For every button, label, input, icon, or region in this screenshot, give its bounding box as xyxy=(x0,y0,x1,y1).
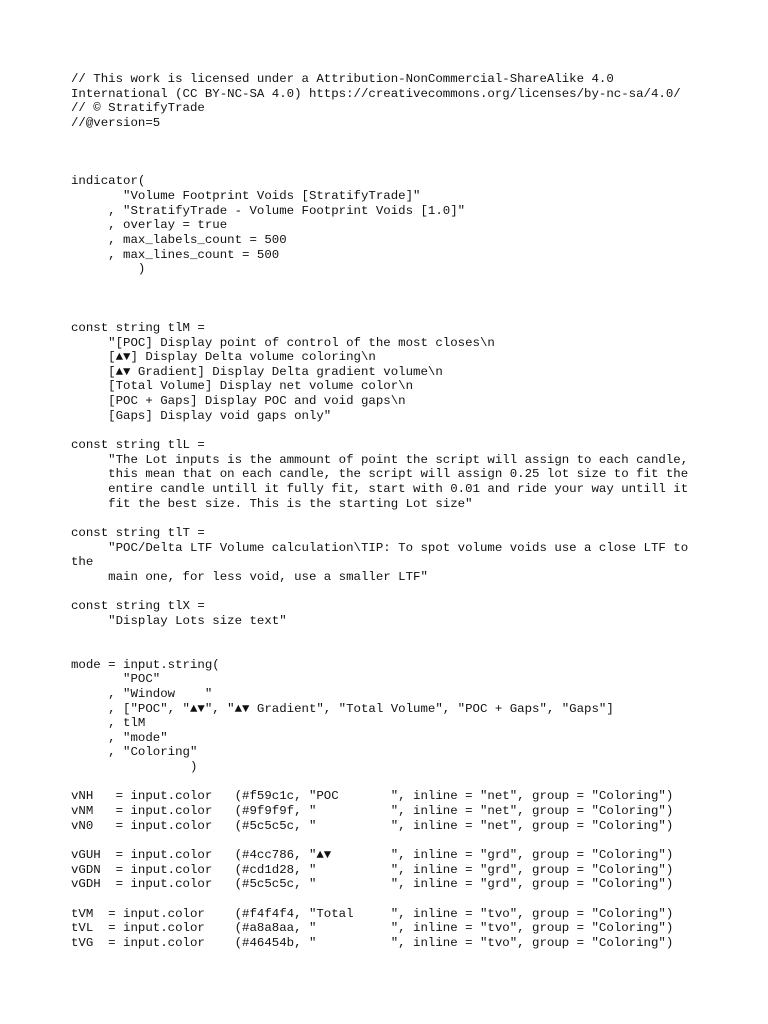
code-line: [Total Volume] Display net volume color\n xyxy=(71,379,414,394)
code-line: , overlay = true xyxy=(71,218,228,233)
code-line: , "Coloring" xyxy=(71,745,198,760)
code-line xyxy=(71,160,688,175)
code-line xyxy=(71,511,688,526)
code-line: [Gaps] Display void gaps only" xyxy=(71,408,332,423)
code-line: "Volume Footprint Voids [StratifyTrade]" xyxy=(71,189,421,204)
code-line: tVL = input.color (#a8a8aa, " ", inline = "tvo", group = "Coloring") xyxy=(71,921,674,936)
code-line: [POC + Gaps] Display POC and void gaps\n xyxy=(71,394,406,409)
code-line xyxy=(71,145,688,160)
code-line xyxy=(71,131,688,146)
code-line: , "mode" xyxy=(71,730,168,745)
code-line xyxy=(71,584,688,599)
code-line: , max_lines_count = 500 xyxy=(71,247,280,262)
code-line xyxy=(71,423,688,438)
code-line: this mean that on each candle, the script will assign 0.25 lot size to fit the xyxy=(71,467,689,482)
code-line: mode = input.string( xyxy=(71,657,220,672)
code-line: indicator( xyxy=(71,174,146,189)
code-line: tVG = input.color (#46454b, " ", inline = "tvo", group = "Coloring") xyxy=(71,935,674,950)
code-line: vGUH = input.color (#4cc786, "▲▼ ", inline = "grd", group = "Coloring") xyxy=(71,847,674,862)
code-line: ) xyxy=(71,760,198,775)
code-line: tVM = input.color (#f4f4f4, "Total ", inline = "tvo", group = "Coloring") xyxy=(71,906,674,921)
code-line: const string tlX = xyxy=(71,599,205,614)
code-line: fit the best size. This is the starting Lot size" xyxy=(71,496,473,511)
code-line xyxy=(71,643,688,658)
code-line xyxy=(71,306,688,321)
code-line xyxy=(71,833,688,848)
code-line: main one, for less void, use a smaller LTF" xyxy=(71,569,428,584)
code-line: vN0 = input.color (#5c5c5c, " ", inline = "net", group = "Coloring") xyxy=(71,818,674,833)
code-line: vGDH = input.color (#5c5c5c, " ", inline = "grd", group = "Coloring") xyxy=(71,877,674,892)
code-line: "POC" xyxy=(71,672,161,687)
code-line: vNH = input.color (#f59c1c, "POC ", inline = "net", group = "Coloring") xyxy=(71,789,674,804)
code-line: "Display Lots size text" xyxy=(71,613,287,628)
code-line: , "Window " xyxy=(71,686,213,701)
code-line xyxy=(71,292,688,307)
code-line: , ["POC", "▲▼", "▲▼ Gradient", "Total Volume", "POC + Gaps", "Gaps"] xyxy=(71,701,614,716)
code-line xyxy=(71,628,688,643)
code-listing xyxy=(71,72,688,950)
code-line: vGDN = input.color (#cd1d28, " ", inline = "grd", group = "Coloring") xyxy=(71,862,674,877)
code-line: vNM = input.color (#9f9f9f, " ", inline = "net", group = "Coloring") xyxy=(71,804,674,819)
code-line xyxy=(71,892,688,907)
code-line: [▲▼] Display Delta volume coloring\n xyxy=(71,350,376,365)
code-line: "The Lot inputs is the ammount of point the script will assign to each candle, xyxy=(71,452,689,467)
code-line: const string tlT = xyxy=(71,525,205,540)
code-line: ) xyxy=(71,262,146,277)
code-line: const string tlM = xyxy=(71,320,205,335)
code-line: // This work is licensed under a Attribution-NonCommercial-ShareAlike 4.0 xyxy=(71,72,614,86)
code-line: International (CC BY-NC-SA 4.0) https://creativecommons.org/licenses/by-nc-sa/4.0/ xyxy=(71,86,681,101)
code-line: , max_labels_count = 500 xyxy=(71,233,287,248)
code-line: entire candle untill it fully fit, start with 0.01 and ride your way untill it xyxy=(71,481,689,496)
code-line xyxy=(71,775,688,790)
code-line: , "StratifyTrade - Volume Footprint Voids [1.0]" xyxy=(71,203,466,218)
code-line: "[POC] Display point of control of the most closes\n xyxy=(71,335,495,350)
code-line: [▲▼ Gradient] Display Delta gradient volume\n xyxy=(71,364,443,379)
code-line: // © StratifyTrade xyxy=(71,101,205,116)
code-line: //@version=5 xyxy=(71,115,161,130)
code-line: the xyxy=(71,555,94,570)
code-line: const string tlL = xyxy=(71,438,205,453)
code-line xyxy=(71,277,688,292)
code-line: , tlM xyxy=(71,716,146,731)
code-line: "POC/Delta LTF Volume calculation\TIP: To spot volume voids use a close LTF to xyxy=(71,540,689,555)
